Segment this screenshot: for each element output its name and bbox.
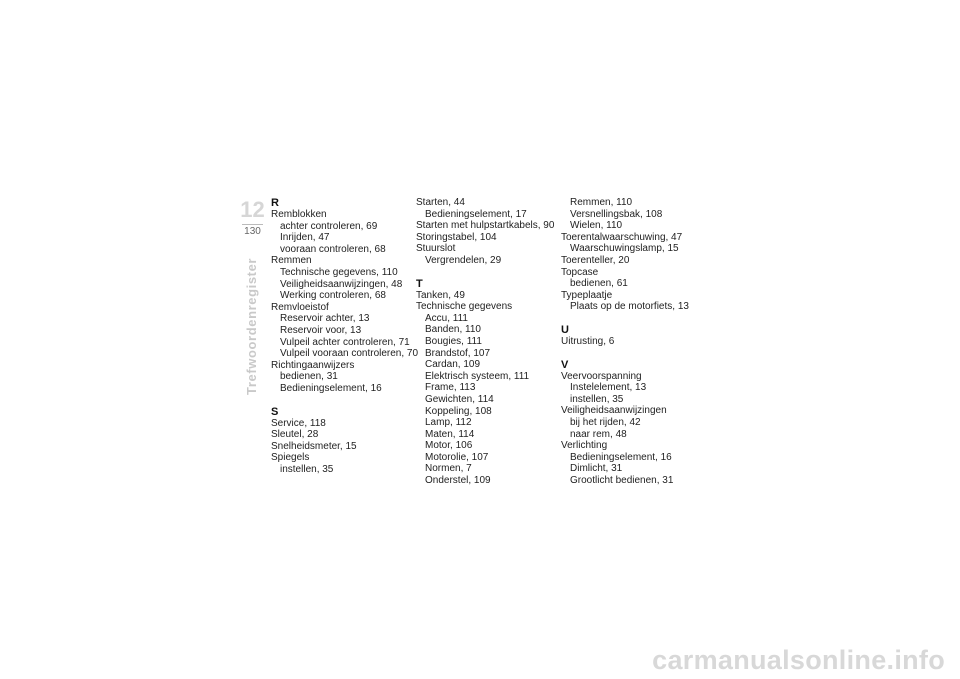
index-subentry: Brandstof, 107 bbox=[425, 347, 491, 359]
index-subentry: Veiligheidsaanwijzingen, 48 bbox=[280, 278, 403, 290]
index-entry: Starten, 44 bbox=[416, 197, 465, 208]
index-entry: Richtingaanwijzers bbox=[271, 359, 355, 371]
index-subentry: Cardan, 109 bbox=[425, 359, 481, 371]
index-subentry: Remmen, 110 bbox=[570, 197, 633, 208]
index-subentry: Motor, 106 bbox=[425, 440, 473, 452]
index-subentry: Reservoir achter, 13 bbox=[280, 313, 370, 325]
index-subentry: bedienen, 61 bbox=[570, 278, 628, 290]
index-entry: Verlichting bbox=[561, 440, 608, 452]
index-entry: Snelheidsmeter, 15 bbox=[271, 440, 357, 452]
index-subentry: Gewichten, 114 bbox=[425, 393, 494, 405]
index-column-1 bbox=[271, 197, 421, 475]
index-subentry: Koppeling, 108 bbox=[425, 405, 492, 417]
index-entry: Toerentalwaarschuwing, 47 bbox=[561, 231, 683, 243]
page-number: 130 bbox=[240, 224, 265, 238]
index-letter-heading: U bbox=[561, 323, 569, 336]
index-entry: Veervoorspanning bbox=[561, 370, 642, 382]
index-subentry: Bougies, 111 bbox=[425, 335, 482, 347]
index-subentry: instellen, 35 bbox=[280, 463, 334, 475]
index-subentry: Instelelement, 13 bbox=[570, 382, 647, 394]
index-subentry: instellen, 35 bbox=[570, 393, 624, 405]
index-letter-heading: T bbox=[416, 277, 423, 290]
index-subentry: Bedieningselement, 17 bbox=[425, 208, 527, 220]
watermark: carmanualsonline.info bbox=[652, 645, 945, 675]
index-entry: Service, 118 bbox=[271, 417, 326, 429]
index-subentry: achter controleren, 69 bbox=[280, 220, 378, 232]
index-subentry: Vulpeil achter controleren, 71 bbox=[280, 336, 410, 348]
index-entry: Stuurslot bbox=[416, 243, 456, 255]
index-letter-heading: R bbox=[271, 197, 279, 209]
index-entry: Sleutel, 28 bbox=[271, 429, 319, 441]
index-subentry: bij het rijden, 42 bbox=[570, 416, 641, 428]
index-subentry: Plaats op de motorfiets, 13 bbox=[570, 301, 689, 313]
index-column-3 bbox=[561, 197, 711, 486]
index-subentry: Wielen, 110 bbox=[570, 220, 623, 232]
index-subentry: Werking controleren, 68 bbox=[280, 290, 386, 302]
index-entry: Toerenteller, 20 bbox=[561, 254, 630, 266]
index-subentry: Dimlicht, 31 bbox=[570, 463, 623, 475]
index-entry: Remblokken bbox=[271, 209, 327, 220]
index-subentry: Bedieningselement, 16 bbox=[280, 382, 382, 394]
index-subentry: Technische gegevens, 110 bbox=[280, 266, 398, 278]
index-subentry: Elektrisch systeem, 111 bbox=[425, 370, 530, 382]
index-entry: Remmen bbox=[271, 255, 312, 267]
index-entry: Tanken, 49 bbox=[416, 289, 465, 301]
index-column-2 bbox=[416, 197, 566, 487]
index-entry: Technische gegevens bbox=[416, 301, 513, 313]
section-label: Trefwoordenregister bbox=[244, 257, 259, 395]
index-subentry: Vergrendelen, 29 bbox=[425, 254, 502, 266]
index-letter-heading: S bbox=[271, 405, 279, 418]
index-subentry: Versnellingsbak, 108 bbox=[570, 208, 663, 220]
index-entry: Typeplaatje bbox=[561, 289, 613, 301]
index-subentry: Waarschuwingslamp, 15 bbox=[570, 243, 679, 255]
index-subentry: Lamp, 112 bbox=[425, 417, 472, 429]
index-subentry: naar rem, 48 bbox=[570, 428, 627, 440]
index-subentry: Bedieningselement, 16 bbox=[570, 451, 672, 463]
index-entry: Remvloeistof bbox=[271, 301, 329, 313]
index-subentry: Vulpeil vooraan controleren, 70 bbox=[280, 348, 419, 360]
index-subentry: Maten, 114 bbox=[425, 428, 475, 440]
index-entry: Topcase bbox=[561, 266, 599, 278]
index-subentry: Motorolie, 107 bbox=[425, 451, 489, 463]
index-subentry: Onderstel, 109 bbox=[425, 475, 491, 487]
index-subentry: Inrijden, 47 bbox=[280, 232, 330, 244]
index-entry: Veiligheidsaanwijzingen bbox=[561, 405, 667, 417]
index-letter-heading: V bbox=[561, 358, 569, 371]
index-subentry: Banden, 110 bbox=[425, 324, 481, 336]
index-subentry: Grootlicht bedienen, 31 bbox=[570, 474, 674, 486]
index-subentry: vooraan controleren, 68 bbox=[280, 243, 386, 255]
chapter-number: 12 bbox=[240, 197, 265, 222]
index-subentry: bedienen, 31 bbox=[280, 371, 338, 383]
index-subentry: Reservoir voor, 13 bbox=[280, 324, 362, 336]
index-subentry: Frame, 113 bbox=[425, 382, 476, 394]
index-subentry: Normen, 7 bbox=[425, 463, 472, 475]
index-entry: Uitrusting, 6 bbox=[561, 335, 615, 347]
index-entry: Spiegels bbox=[271, 452, 310, 464]
index-subentry: Accu, 111 bbox=[425, 312, 468, 324]
index-entry: Starten met hulpstartkabels, 90 bbox=[416, 220, 555, 232]
index-entry: Storingstabel, 104 bbox=[416, 231, 497, 243]
